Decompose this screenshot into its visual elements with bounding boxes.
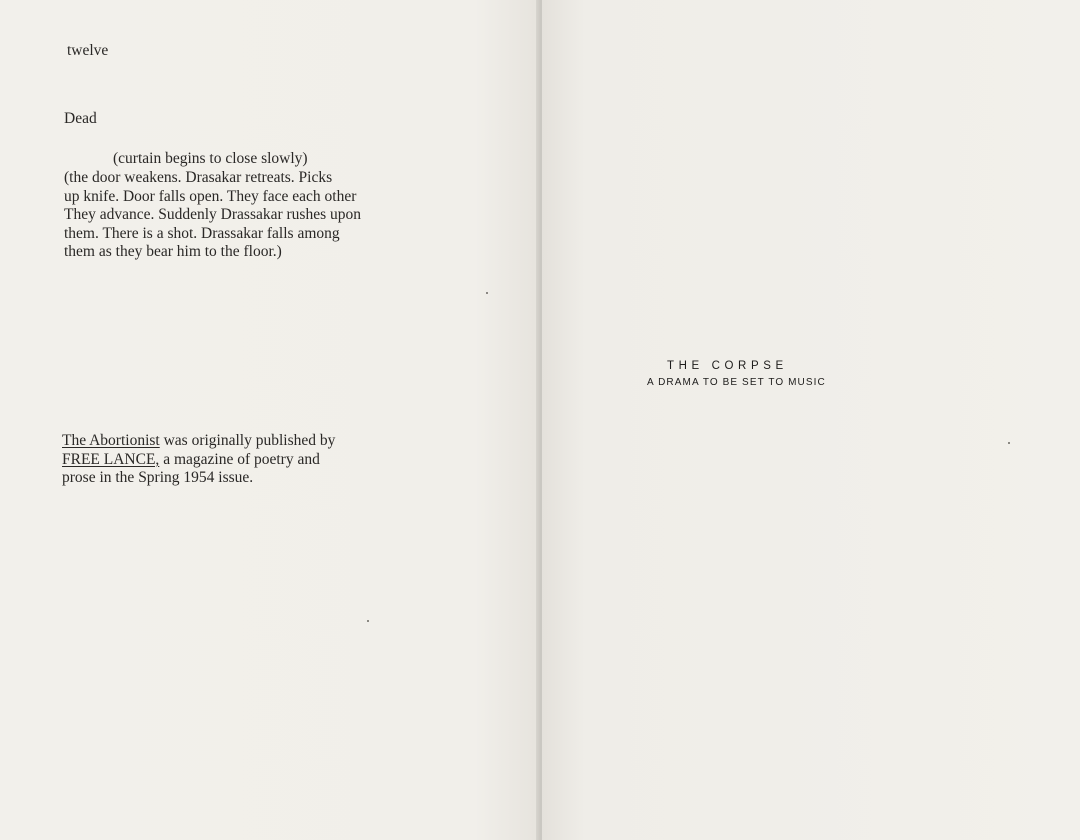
work-title: The Abortionist	[62, 432, 160, 449]
stage-line: up knife. Door falls open. They face each other	[64, 187, 357, 205]
page-number: twelve	[67, 42, 109, 59]
magazine-name: FREE LANCE,	[62, 450, 160, 468]
paper-speck	[486, 292, 488, 294]
paper-speck	[1008, 442, 1010, 444]
right-page	[542, 0, 1080, 840]
stage-line: them as they bear him to the floor.)	[64, 243, 282, 261]
note-text: was originally published by	[159, 432, 336, 449]
stage-line: them. There is a shot. Drassakar falls among	[64, 224, 340, 242]
note-line-2	[62, 451, 502, 470]
note-text: a magazine of poetry and	[159, 450, 320, 468]
note-line-3: prose in the Spring 1954 issue.	[62, 469, 254, 487]
stage-direction	[64, 169, 494, 262]
paper-speck	[367, 620, 369, 622]
play-title: THE CORPSE	[667, 360, 788, 372]
stage-line: They advance. Suddenly Drassakar rushes upon	[64, 206, 361, 224]
stage-direction-title: (curtain begins to close slowly)	[113, 150, 308, 167]
play-subtitle: A DRAMA TO BE SET TO MUSIC	[647, 377, 826, 388]
stage-line: (the door weakens. Drasakar retreats. Picks	[64, 169, 333, 186]
dead-word: Dead	[64, 110, 97, 127]
note-line-1	[62, 432, 502, 451]
publication-note	[62, 432, 502, 488]
